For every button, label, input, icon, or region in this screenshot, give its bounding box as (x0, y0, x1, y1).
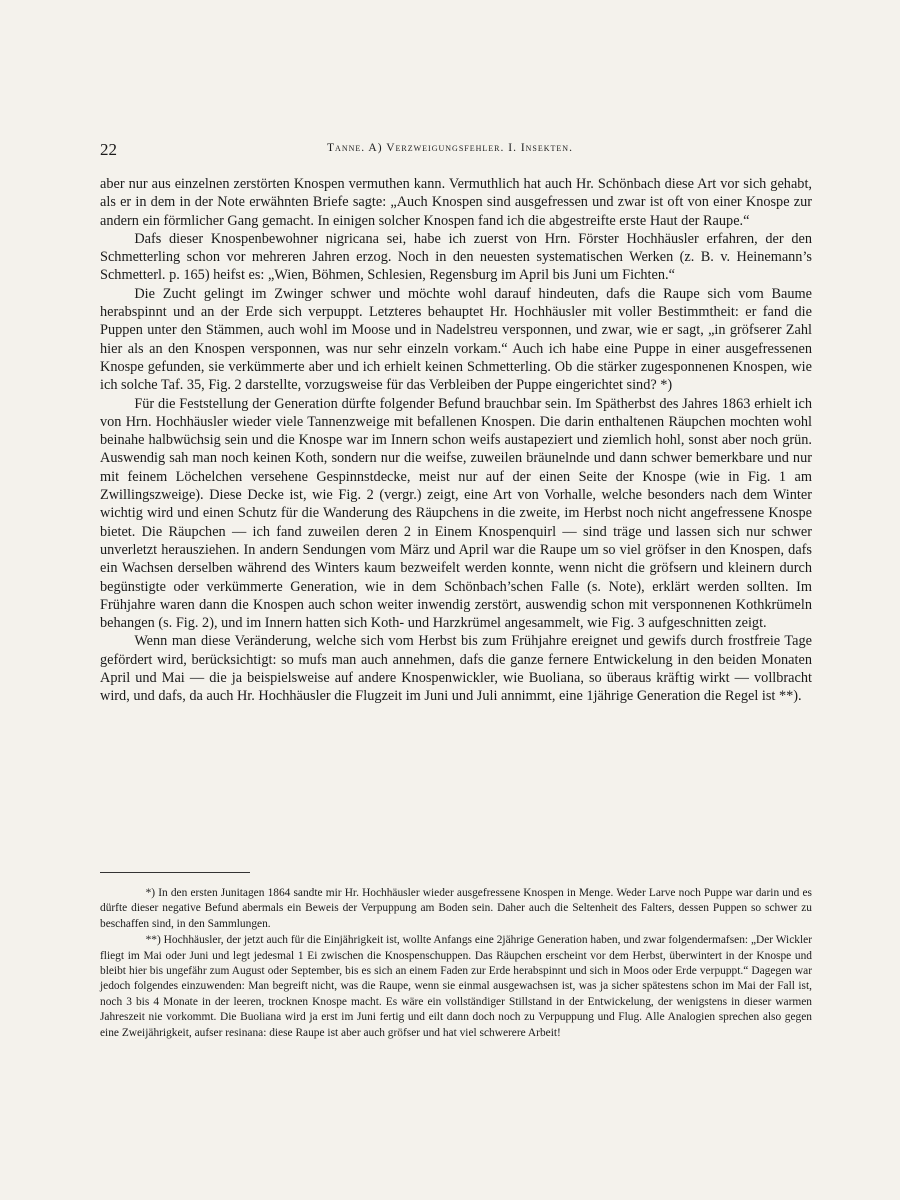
footnote-divider (100, 872, 250, 873)
paragraph-5: Wenn man diese Veränderung, welche sich vom Herbst bis zum Frühjahre ereignet und gewifs durch frostfreie Tage gefördert wird, berücksichtigt: so mufs man auch annehmen, dafs die ganze fernere Entwickelung in den beiden Monaten April und Mai — die ja beispielsweise auf andere Knospenwickler, wie Buoliana, so überaus kräftig wirkt — vollbracht wird, und dafs, da auch Hr. Hochhäusler die Flugzeit im Juni und Juli annimmt, eine 1jährige Generation die Regel ist **). (100, 633, 812, 705)
paragraph-2: Dafs dieser Knospenbewohner nigricana sei, habe ich zuerst von Hrn. Förster Hochhäusler erfahren, der den Schmetterling schon vor mehreren Jahren erzog. Noch in den neuesten systematischen Werken (z. B. v. Heinemann’s Schmetterl. p. 165) heifst es: „Wien, Böhmen, Schlesien, Regensburg im April bis Juni um Fichten.“ (100, 230, 812, 284)
footnotes (100, 886, 812, 1041)
page-number: 22 (100, 140, 117, 159)
paragraph-4: Für die Feststellung der Generation dürfte folgender Befund brauchbar sein. Im Spätherbst des Jahres 1863 erhielt ich von Hrn. Hochhäusler wieder viele Tannenzweige mit befallenen Knospen. Die darin enthaltenen Räupchen mochten wohl beinahe halbwüchsig sein und die Knospe war im Innern schon weifs austapeziert und ziemlich hohl, sonst aber noch grün. Auswendig sah man noch keinen Koth, sondern nur die weifse, zuweilen bräunelnde und dann schwer bemerkbare und nur mit feinem Löchelchen versehene Gespinnstdecke, meist nur auf der einen Seite der Knospe (wie in Fig. 1 am Zwillingszweige). Diese Decke ist, wie Fig. 2 (vergr.) zeigt, eine Art von Vorhalle, welche besonders nach dem Winter wichtig wird und einen Schutz für die Wanderung des Räupchens in die zweite, im Herbst noch nicht angefressene Knospe bietet. Die Räupchen — ich fand zuweilen deren 2 in Einem Knospenquirl — sind träge und lassen sich nur schwer unverletzt herausziehen. In andern Sendungen vom März und April war die Raupe um so viel gröfser in den Knospen, dafs ein Wachsen derselben während des Winters kaum bezweifelt werden konnte, wenn nicht die gröfsern und kleinern durch begünstigte oder verkümmerte Generation, wie in dem Schönbach’schen Falle (s. Note), erklärt werden sollten. Im Frühjahre waren dann die Knospen auch schon weiter inwendig zerstört, auswendig schon mit versponnenen Kothkrümeln behangen (s. Fig. 2), und im Innern hatten sich Koth- und Harzkrümel angesammelt, wie Fig. 3 aufgeschnitten zeigt. (100, 395, 812, 632)
paragraph-1: aber nur aus einzelnen zerstörten Knospen vermuthen kann. Vermuthlich hat auch Hr. Schönbach diese Art vor sich gehabt, als er in dem in der Note erwähnten Briefe sagte: „Auch Knospen sind ausgefressen und zwar ist oft von einer Knospe zur andern ein förmlicher Gang gemacht. In einigen solcher Knospen fand ich die abgestreifte erste Haut der Raupe.“ (100, 176, 812, 229)
footnote-1: *) In den ersten Junitagen 1864 sandte mir Hr. Hochhäusler wieder ausgefressene Knospen in Menge. Weder Larve noch Puppe war darin und es dürfte dieser negative Befund abermals ein Beweis der Verpuppung am Boden sein. Daher auch die Seltenheit des Falters, dessen Puppen so schwer zu beschaffen sind, in den Sammlungen. (100, 887, 812, 930)
footnote-2: **) Hochhäusler, der jetzt auch für die Einjährigkeit ist, wollte Anfangs eine 2jährige Generation haben, und zwar folgendermafsen: „Der Wickler fliegt im Mai oder Juni und legt jedesmal 1 Ei zwischen die Knospenschuppen. Das Räupchen erscheint vor dem Herbst, überwintert in der Knospe und bleibt hier bis ungefähr zum August oder September, bis es sich an einem Faden zur Erde herabspinnt und sich in Moos oder Erde verpuppt.“ Dagegen war jedoch folgendes einzuwenden: Man begreift nicht, was die Raupe, wenn sie einmal ausgewachsen ist, was ja sicher spätestens schon im Mai der Fall ist, noch 3 bis 4 Monate in der leeren, trocknen Knospe macht. Es wäre ein vollständiger Stillstand in der Entwickelung, der wenigstens in dieser warmen Jahreszeit nie vorkommt. Die Buoliana wird ja erst im Juni fertig und eilt dann doch noch zu Verpuppung und Flug. Alle Analogien sprechen also gegen eine Zweijährigkeit, aufser resinana: diese Raupe ist aber auch gröfser und hat viel schwerere Arbeit! (100, 934, 812, 1039)
paragraph-3: Die Zucht gelingt im Zwinger schwer und möchte wohl darauf hindeuten, dafs die Raupe sich vom Baume herabspinnt und an der Erde sich verpuppt. Letzteres behauptet Hr. Hochhäusler mit voller Bestimmtheit: er fand die Puppen unter den Stämmen, auch wohl im Moose und in Nadelstreu versponnen, und zwar, wie er sagt, „in gröfserer Zahl hier als an den Knospen versponnen, was nur sehr einzeln vorkam.“ Auch ich habe eine Puppe in einer ausgefressenen Knospe gefunden, sie verkümmerte aber und ich erhielt keinen Schmetterling. Ob die stärker zugesponnenen Knospen, wie ich solche Taf. 35, Fig. 2 darstellte, vorzugsweise für das Verbleiben der Puppe eingerichtet sind? *) (100, 285, 812, 394)
main-text (100, 175, 812, 706)
running-title: Tanne. A) Verzweigungsfehler. I. Insekten. (327, 142, 573, 154)
page-header (100, 140, 800, 160)
